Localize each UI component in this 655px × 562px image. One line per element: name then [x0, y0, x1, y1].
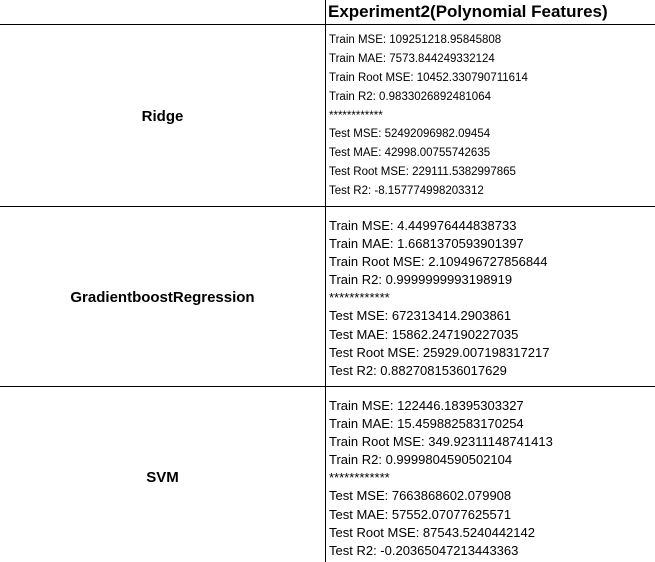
model-name-ridge: Ridge	[141, 108, 184, 125]
train-r2: Train R2: 0.9999804590502104	[329, 452, 513, 468]
test-r2: Test R2: 0.8827081536017629	[329, 362, 507, 378]
metrics-ridge	[329, 31, 653, 201]
separator: ************	[329, 109, 383, 122]
header-divider	[0, 24, 655, 25]
model-name-gradientboost: GradientboostRegression	[70, 289, 255, 306]
metrics-svm	[329, 397, 653, 560]
test-mae: Test MAE: 42998.00755742635	[329, 147, 491, 160]
train-mae: Train MAE: 7573.844249332124	[329, 52, 495, 65]
test-mae: Test MAE: 57552.07077625571	[329, 506, 512, 522]
train-mse: Train MSE: 4.449976444838733	[329, 218, 517, 233]
train-mse: Train MSE: 122446.18395303327	[329, 398, 524, 413]
test-r2: Test R2: -8.157774998203312	[329, 185, 484, 198]
test-mse: Test MSE: 52492096982.09454	[329, 128, 491, 141]
train-root-mse: Train Root MSE: 10452.330790711614	[329, 71, 528, 84]
test-mse: Test MSE: 7663868602.079908	[329, 488, 512, 504]
train-mse: Train MSE: 109251218.95845808	[329, 34, 502, 46]
test-root-mse: Test Root MSE: 87543.5240442142	[329, 524, 535, 540]
metrics-gradientboost	[329, 217, 653, 380]
train-mae: Train MAE: 1.6681370593901397	[329, 236, 524, 252]
column-divider	[325, 0, 326, 562]
test-mse: Test MSE: 672313414.2903861	[329, 308, 512, 324]
model-name-svm: SVM	[146, 469, 179, 486]
test-r2: Test R2: -0.20365047213443363	[329, 542, 519, 558]
test-mae: Test MAE: 15862.247190227035	[329, 326, 519, 342]
test-root-mse: Test Root MSE: 25929.007198317217	[329, 344, 550, 360]
row-divider-2	[0, 386, 655, 387]
separator: ************	[329, 470, 390, 486]
column-header: Experiment2(Polynomial Features)	[328, 2, 608, 21]
train-root-mse: Train Root MSE: 2.109496727856844	[329, 254, 548, 270]
train-r2: Train R2: 0.9999999993198919	[329, 272, 513, 288]
train-root-mse: Train Root MSE: 349.92311148741413	[329, 434, 553, 450]
row-divider-1	[0, 206, 655, 207]
train-mae: Train MAE: 15.459882583170254	[329, 416, 524, 432]
test-root-mse: Test Root MSE: 229111.5382997865	[329, 166, 516, 179]
separator: ************	[329, 290, 390, 306]
train-r2: Train R2: 0.9833026892481064	[329, 90, 491, 103]
